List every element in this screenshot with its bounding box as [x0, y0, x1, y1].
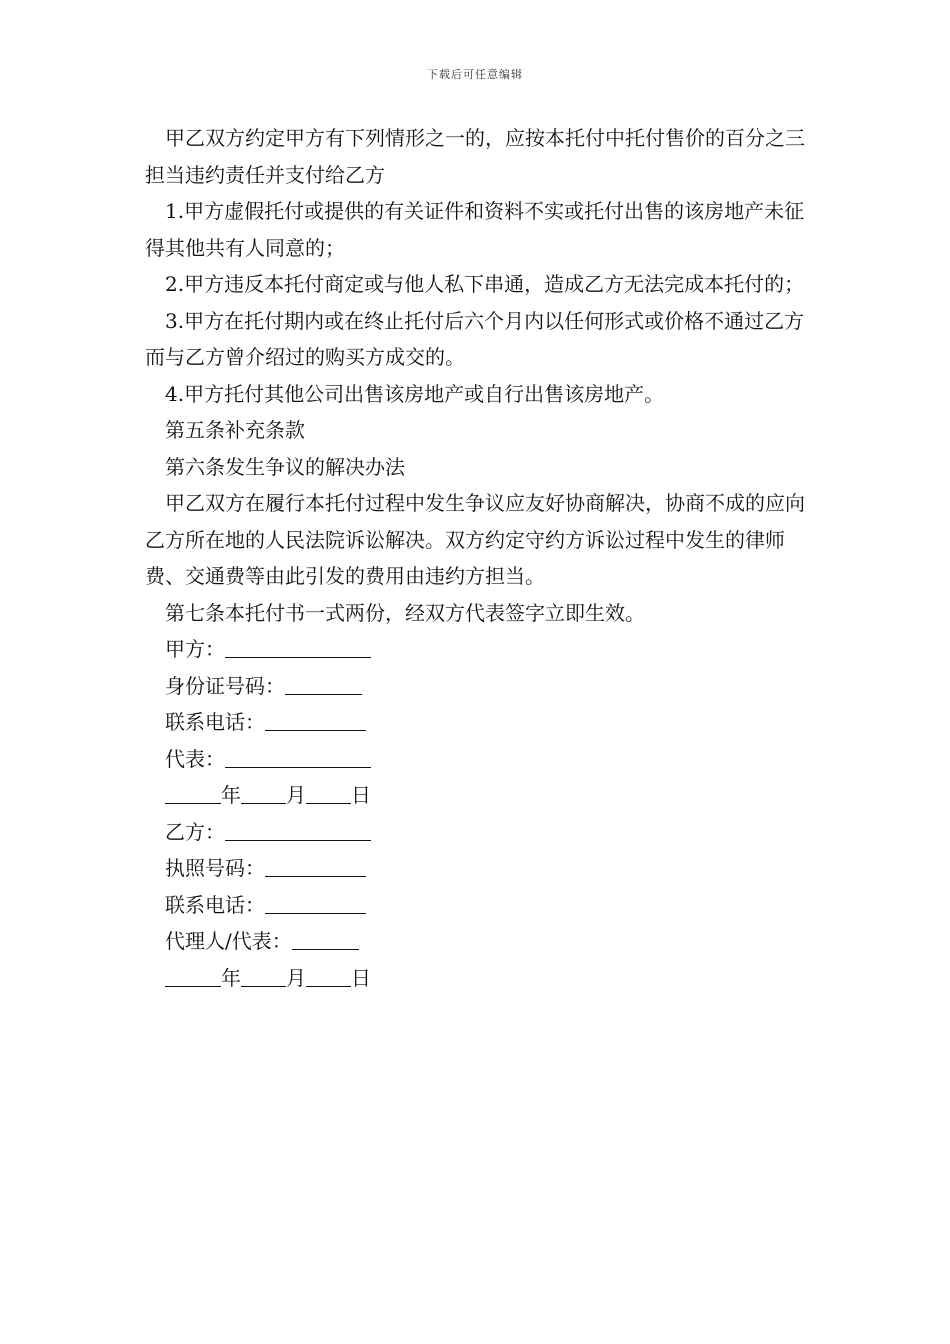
clause-item-1: 1.甲方虚假托付或提供的有关证件和资料不实或托付出售的该房地产未征得其他共有人同意的； [145, 199, 805, 260]
party-a-phone-row [145, 704, 810, 741]
party-b-name-label: 乙方： [165, 819, 225, 844]
party-b-month-blank[interactable] [241, 985, 286, 987]
party-a-day-blank[interactable] [306, 802, 351, 804]
party-a-phone-blank[interactable] [265, 729, 366, 731]
party-b-year-label: 年 [221, 965, 241, 990]
party-a-year-blank[interactable] [165, 802, 221, 804]
party-a-year-label: 年 [221, 783, 241, 807]
party-b-year-blank[interactable] [165, 985, 221, 987]
party-b-name-row [145, 814, 810, 851]
dispute-paragraph: 甲乙双方在履行本托付过程中发生争议应友好协商解决，协商不成的应向乙方所在地的人民法院诉讼解决。双方约定守约方诉讼过程中发生的律师费、交通费等由此引发的费用由违约方担当。 [145, 491, 805, 588]
party-a-phone-label: 联系电话： [165, 710, 265, 734]
header-note: 下载后可任意编辑 [427, 68, 523, 81]
party-b-name-blank[interactable] [225, 839, 371, 841]
clause-item-4: 4.甲方托付其他公司出售该房地产或自行出售该房地产。 [165, 381, 665, 406]
party-b-day-label: 日 [351, 965, 371, 990]
document-body [145, 120, 810, 996]
party-a-rep-row [145, 741, 810, 778]
party-b-license-label: 执照号码： [165, 856, 265, 880]
party-b-license-row [145, 850, 810, 887]
party-b-agent-row [145, 923, 810, 960]
party-b-agent-label: 代理人/代表： [165, 929, 292, 953]
article-5-heading: 第五条补充条款 [165, 418, 305, 442]
article-7-paragraph: 第七条本托付书一式两份，经双方代表签字立即生效。 [165, 600, 645, 625]
penalty-paragraph: 甲乙双方约定甲方有下列情形之一的，应按本托付中托付售价的百分之三担当违约责任并支付给乙方 [145, 126, 805, 187]
party-b-phone-row [145, 887, 810, 924]
party-a-day-label: 日 [351, 783, 371, 807]
party-b-day-blank[interactable] [306, 985, 351, 987]
party-b-phone-label: 联系电话： [165, 892, 265, 917]
party-a-name-label: 甲方： [165, 637, 225, 661]
party-b-date-row [145, 960, 810, 997]
article-6-heading: 第六条发生争议的解决办法 [165, 454, 405, 479]
party-a-rep-label: 代表： [165, 746, 225, 771]
party-b-month-label: 月 [286, 965, 306, 990]
party-a-id-row [145, 668, 810, 705]
party-b-agent-blank[interactable] [292, 948, 359, 950]
party-a-date-row [145, 777, 810, 814]
party-b-license-blank[interactable] [265, 875, 366, 877]
party-a-month-label: 月 [286, 783, 306, 807]
clause-item-3: 3.甲方在托付期内或在终止托付后六个月内以任何形式或价格不通过乙方而与乙方曾介绍过的购买方成交的。 [145, 308, 805, 369]
party-a-id-blank[interactable] [285, 693, 362, 695]
party-a-id-label: 身份证号码： [165, 673, 285, 698]
party-a-name-row [145, 631, 810, 668]
party-b-phone-blank[interactable] [265, 912, 366, 914]
party-a-month-blank[interactable] [241, 802, 286, 804]
clause-item-2: 2.甲方违反本托付商定或与他人私下串通，造成乙方无法完成本托付的； [165, 272, 805, 296]
party-a-rep-blank[interactable] [225, 766, 371, 768]
party-a-name-blank[interactable] [225, 656, 371, 658]
